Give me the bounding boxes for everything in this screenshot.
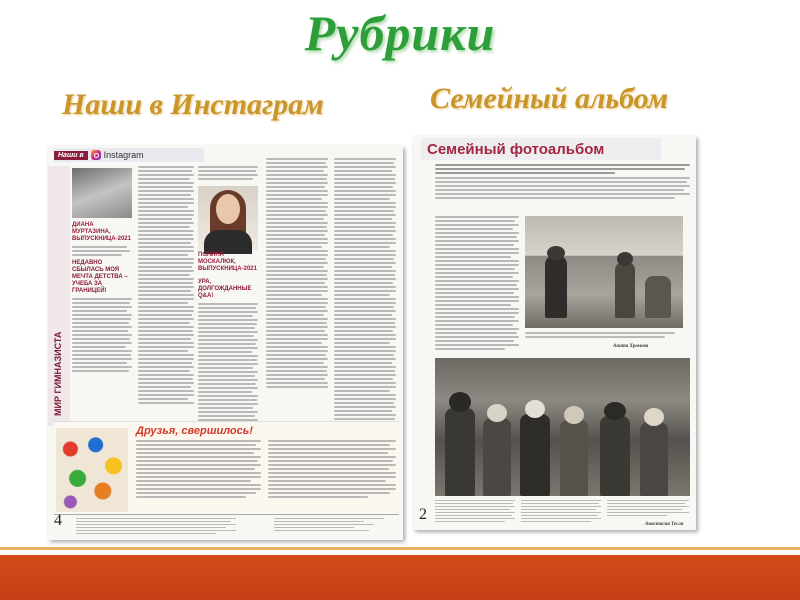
masthead-text: МИР ГИМНАЗИСТА xyxy=(53,331,63,416)
vertical-masthead xyxy=(48,166,70,426)
page-number-right: 2 xyxy=(419,506,427,523)
section-label-instagram: Наши в Инстаграм xyxy=(62,88,324,121)
student1-block xyxy=(72,222,132,374)
instagram-icon xyxy=(91,150,101,160)
friends-title: Друзья, свершилось! xyxy=(136,425,253,437)
student2-block xyxy=(198,252,258,435)
family-album-title: Семейный фотоальбом xyxy=(427,140,605,158)
student1-name: ДИАНА МУРТАЗИНА, ВЫПУСКНИЦА-2021 xyxy=(72,222,131,242)
text-column-5 xyxy=(334,158,396,430)
friends-text-col-1 xyxy=(136,440,261,500)
bottom-text-col-1 xyxy=(435,500,515,524)
section-label-family-album: Семейный альбом xyxy=(430,82,669,115)
balls-photo xyxy=(56,428,128,512)
newspaper-page-instagram[interactable] xyxy=(48,146,403,540)
family-album-header xyxy=(421,138,661,160)
footer-accent-line xyxy=(0,547,800,550)
student2-name: ПОЛИНА МОСКАЛЮК, ВЫПУСКНИЦА-2021 xyxy=(198,252,257,272)
text-column-4 xyxy=(266,158,328,390)
text-column-3-top xyxy=(198,166,258,182)
footer-bar xyxy=(0,555,800,600)
text-column-2 xyxy=(138,166,194,406)
friends-text-col-2 xyxy=(268,440,396,500)
header-badge: Наши в xyxy=(54,151,88,160)
page-title: Рубрики xyxy=(304,5,496,61)
text-column-left xyxy=(435,216,519,352)
author-signature-1: Анита Хромова xyxy=(613,344,649,349)
bottom-text-col-2 xyxy=(521,500,601,524)
instagram-header xyxy=(54,148,204,162)
student2-headline: УРА, ДОЛГОЖДАННЫЕ Q&A! xyxy=(198,279,252,299)
bottom-text-col-3 xyxy=(607,500,689,518)
student-photo-2 xyxy=(198,186,258,250)
vertical-masthead-right xyxy=(413,156,433,356)
old-family-photo-2 xyxy=(435,358,690,496)
student-photo-1 xyxy=(72,168,132,218)
page-number-left: 4 xyxy=(54,512,62,529)
intro-text xyxy=(435,164,690,201)
author-signature-2: Анастасия Тесля xyxy=(645,522,684,527)
newspaper-footer xyxy=(54,514,399,539)
photo1-caption xyxy=(525,332,683,340)
newspaper-page-family-album[interactable] xyxy=(413,136,696,530)
old-family-photo-1 xyxy=(525,216,683,328)
student1-headline: НЕДАВНО СБЫЛАСЬ МОЯ МЕЧТА ДЕТСТВА – УЧЕБА ЗА ГРАНИЦЕЙ! xyxy=(72,260,128,294)
header-brand: Instagram xyxy=(103,150,144,160)
